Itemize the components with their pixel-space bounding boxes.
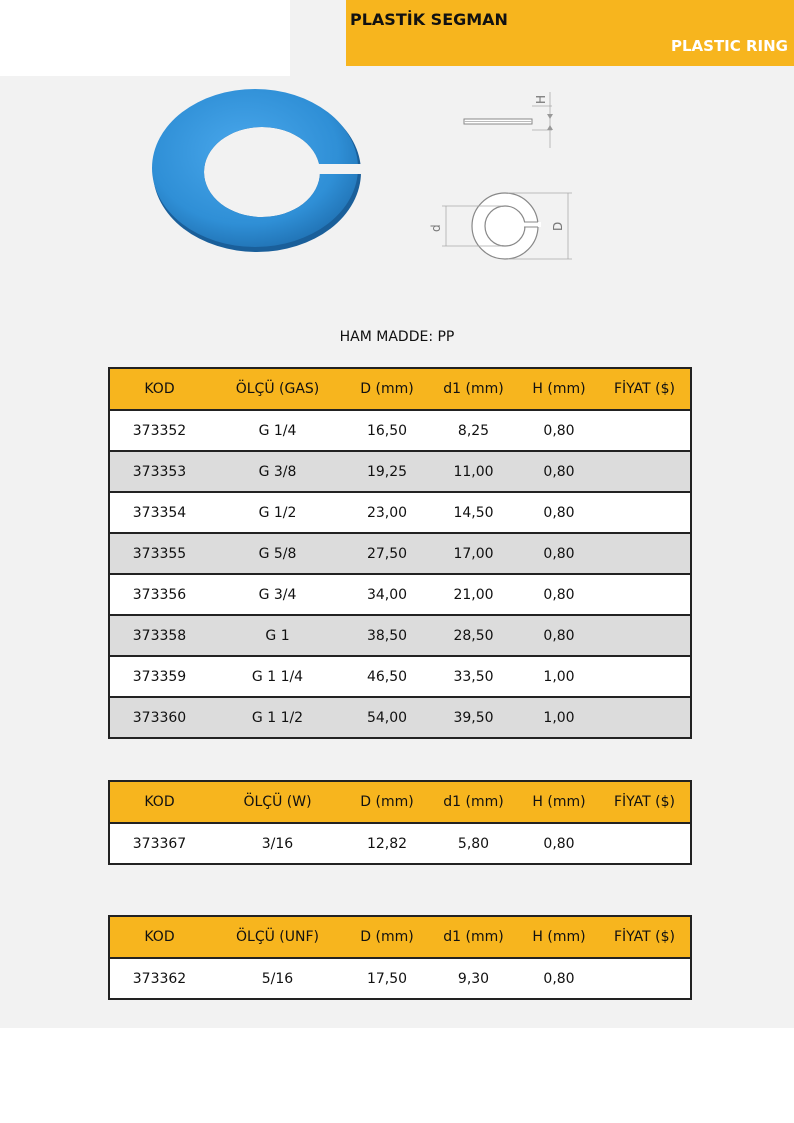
cell-height: 0,80 [519, 958, 599, 999]
cell-code: 373362 [109, 958, 209, 999]
cell-price [599, 492, 691, 533]
header-code: KOD [109, 368, 209, 410]
table-row [109, 823, 691, 864]
cell-code: 373353 [109, 451, 209, 492]
cell-code: 373360 [109, 697, 209, 738]
header-size: ÖLÇÜ (UNF) [209, 916, 346, 958]
cell-price [599, 410, 691, 451]
header-inner-diameter: d1 (mm) [428, 916, 519, 958]
cell-height: 0,80 [519, 533, 599, 574]
table-row [109, 533, 691, 574]
cell-code: 373358 [109, 615, 209, 656]
cell-outer-diameter: 54,00 [346, 697, 428, 738]
table-row [109, 410, 691, 451]
spec-table-gas [108, 367, 692, 739]
cell-height: 0,80 [519, 823, 599, 864]
material-label: HAM MADDE: PP [339, 329, 455, 345]
cell-size: G 1 [209, 615, 346, 656]
cell-price [599, 823, 691, 864]
page-subtitle: PLASTIC RING [670, 37, 788, 55]
cell-price [599, 574, 691, 615]
cell-price [599, 451, 691, 492]
header-price: FİYAT ($) [599, 916, 691, 958]
header-inner-diameter: d1 (mm) [428, 368, 519, 410]
cell-inner-diameter: 21,00 [428, 574, 519, 615]
cell-price [599, 697, 691, 738]
header-inner-diameter: d1 (mm) [428, 781, 519, 823]
table-row [109, 697, 691, 738]
cell-outer-diameter: 38,50 [346, 615, 428, 656]
cell-height: 1,00 [519, 697, 599, 738]
header-height: H (mm) [519, 916, 599, 958]
header-outer-diameter: D (mm) [346, 916, 428, 958]
table-row [109, 451, 691, 492]
cell-inner-diameter: 17,00 [428, 533, 519, 574]
cell-outer-diameter: 46,50 [346, 656, 428, 697]
label-inner-diameter: d [429, 224, 443, 232]
cell-code: 373367 [109, 823, 209, 864]
cell-outer-diameter: 23,00 [346, 492, 428, 533]
table-header-row [109, 781, 691, 823]
cell-size: G 1/4 [209, 410, 346, 451]
cell-height: 0,80 [519, 574, 599, 615]
table-row [109, 574, 691, 615]
header-size: ÖLÇÜ (GAS) [209, 368, 346, 410]
cell-inner-diameter: 33,50 [428, 656, 519, 697]
technical-drawing [420, 86, 580, 266]
header-outer-diameter: D (mm) [346, 781, 428, 823]
table-row [109, 492, 691, 533]
cell-price [599, 615, 691, 656]
cell-inner-diameter: 8,25 [428, 410, 519, 451]
cell-outer-diameter: 16,50 [346, 410, 428, 451]
cell-inner-diameter: 9,30 [428, 958, 519, 999]
cell-outer-diameter: 27,50 [346, 533, 428, 574]
cell-height: 0,80 [519, 492, 599, 533]
spec-table-w [108, 780, 692, 865]
header-code: KOD [109, 781, 209, 823]
header-price: FİYAT ($) [599, 368, 691, 410]
cell-outer-diameter: 34,00 [346, 574, 428, 615]
cell-outer-diameter: 19,25 [346, 451, 428, 492]
header-outer-diameter: D (mm) [346, 368, 428, 410]
header-height: H (mm) [519, 368, 599, 410]
header-price: FİYAT ($) [599, 781, 691, 823]
cell-size: G 1 1/4 [209, 656, 346, 697]
cell-code: 373355 [109, 533, 209, 574]
cell-price [599, 656, 691, 697]
header-blank-area [0, 0, 290, 76]
cell-code: 373359 [109, 656, 209, 697]
cell-height: 0,80 [519, 451, 599, 492]
cell-inner-diameter: 14,50 [428, 492, 519, 533]
cell-size: G 1/2 [209, 492, 346, 533]
cell-height: 1,00 [519, 656, 599, 697]
cell-size: G 3/4 [209, 574, 346, 615]
cell-size: G 5/8 [209, 533, 346, 574]
cell-height: 0,80 [519, 410, 599, 451]
table-row [109, 656, 691, 697]
label-height: H [534, 94, 548, 104]
table-header-row [109, 368, 691, 410]
header-band [346, 0, 794, 66]
spec-table-unf [108, 915, 692, 1000]
cell-inner-diameter: 11,00 [428, 451, 519, 492]
cell-size: G 3/8 [209, 451, 346, 492]
page-title: PLASTİK SEGMAN [350, 10, 508, 29]
cell-code: 373352 [109, 410, 209, 451]
cell-outer-diameter: 17,50 [346, 958, 428, 999]
cell-code: 373356 [109, 574, 209, 615]
cell-height: 0,80 [519, 615, 599, 656]
cell-size: G 1 1/2 [209, 697, 346, 738]
cell-size: 5/16 [209, 958, 346, 999]
cell-price [599, 533, 691, 574]
cell-size: 3/16 [209, 823, 346, 864]
header-size: ÖLÇÜ (W) [209, 781, 346, 823]
header-code: KOD [109, 916, 209, 958]
product-image-ring [150, 84, 365, 256]
header-height: H (mm) [519, 781, 599, 823]
table-row [109, 615, 691, 656]
cell-outer-diameter: 12,82 [346, 823, 428, 864]
cell-code: 373354 [109, 492, 209, 533]
table-header-row [109, 916, 691, 958]
cell-inner-diameter: 28,50 [428, 615, 519, 656]
cell-inner-diameter: 39,50 [428, 697, 519, 738]
table-row [109, 958, 691, 999]
cell-price [599, 958, 691, 999]
label-outer-diameter: D [551, 221, 565, 231]
cell-inner-diameter: 5,80 [428, 823, 519, 864]
